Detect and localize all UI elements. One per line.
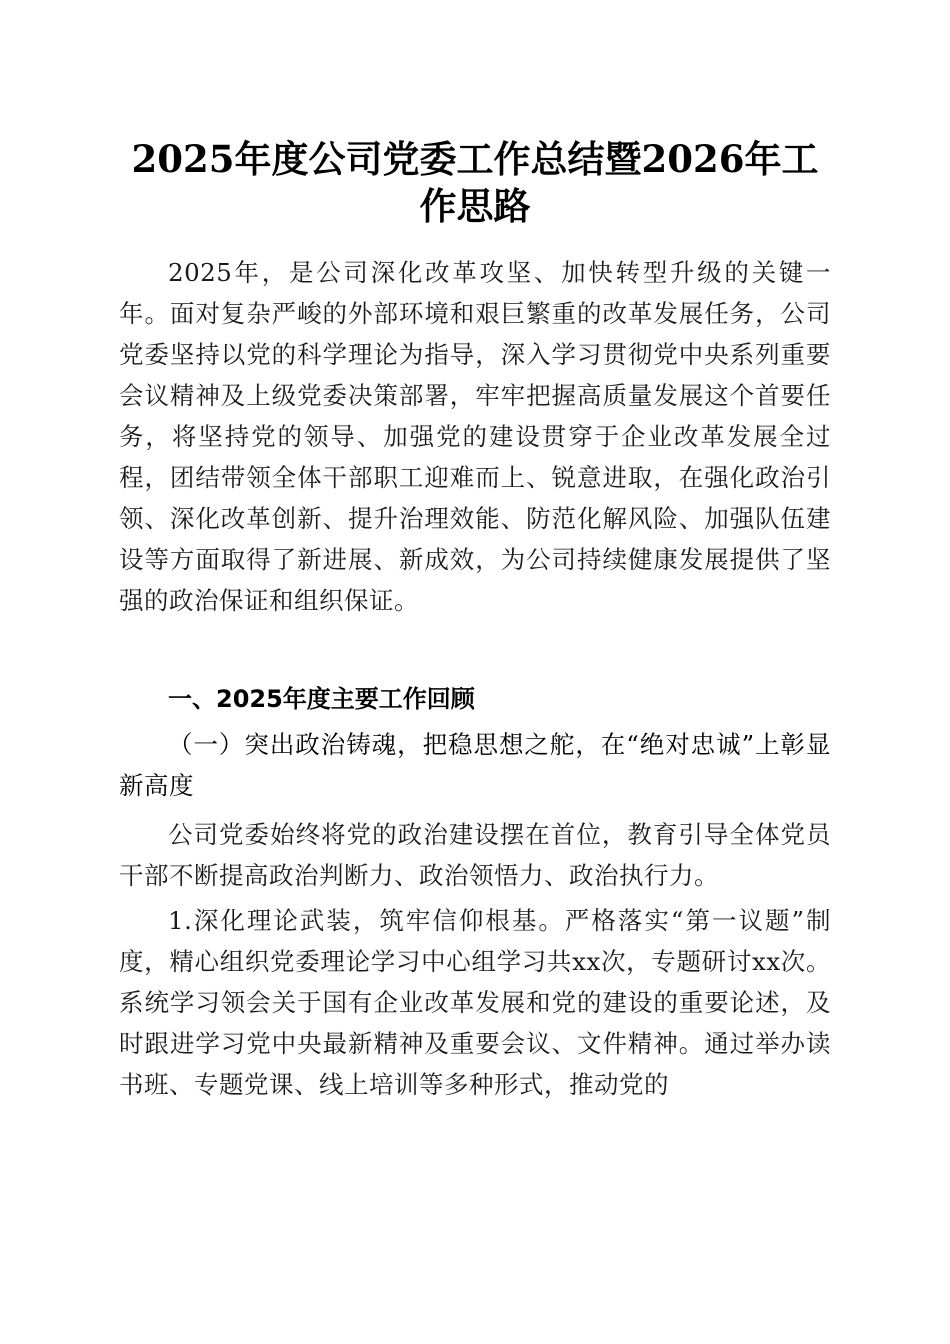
subsection-paragraph: 公司党委始终将党的政治建设摆在首位，教育引导全体党员干部不断提高政治判断力、政治领悟力、政治执行力。 — [119, 820, 831, 890]
intro-paragraph: 2025年，是公司深化改革攻坚、加快转型升级的关键一年。面对复杂严峻的外部环境和艰巨繁重的改革发展任务，公司党委坚持以党的科学理论为指导，深入学习贯彻党中央系列重要会议精神及上级党委决策部署，牢牢把握高质量发展这个首要任务，将坚持党的领导、加强党的建设贯穿于企业改革发展全过程，团结带领全体干部职工迎难而上、锐意进取，在强化政治引领、深化改革创新、提升治理效能、防范化解风险、加强队伍建设等方面取得了新进展、新成效，为公司持续健康发展提供了坚强的政治保证和组织保证。 — [119, 258, 831, 615]
subsection-heading: （一）突出政治铸魂，把稳思想之舵，在“绝对忠诚”上彰显新高度 — [119, 730, 831, 800]
item-paragraph: 1.深化理论武装，筑牢信仰根基。严格落实“第一议题”制度，精心组织党委理论学习中心组学习共xx次，专题研讨xx次。系统学习领会关于国有企业改革发展和党的建设的重要论述，及时跟进学习党中央最新精神及重要会议、文件精神。通过举办读书班、专题党课、线上培训等多种形式，推动党的 — [119, 906, 831, 1099]
document-title: 2025年度公司党委工作总结暨2026年工作思路 — [131, 137, 819, 228]
section-heading: 一、2025年度主要工作回顾 — [168, 685, 475, 713]
